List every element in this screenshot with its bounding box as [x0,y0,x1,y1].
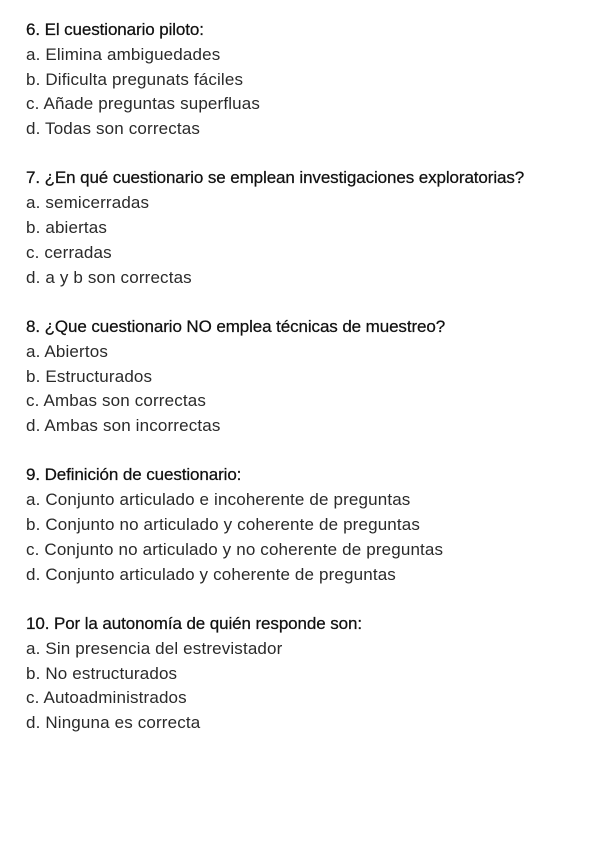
answer-option-d: d. Ninguna es correcta [26,713,201,733]
answer-option-d: d. Todas son correctas [26,119,201,139]
question-title: 9. Definición de cuestionario: [26,465,242,485]
answer-option-c: c. Ambas son correctas [26,391,206,411]
answer-option-c: c. Autoadministrados [26,688,187,708]
answer-option-a: a. semicerradas [26,193,150,213]
answer-option-d: d. Conjunto articulado y coherente de preguntas [26,564,396,584]
answer-option-b: b. Conjunto no articulado y coherente de preguntas [26,515,421,535]
answer-option-c: c. Añade preguntas superfluas [26,94,261,114]
question-10 [26,612,594,736]
answer-option-d: d. Ambas son incorrectas [26,416,221,436]
question-title: 10. Por la autonomía de quién responde son: [26,613,362,633]
answer-option-a: a. Abiertos [26,341,108,361]
answer-option-a: a. Elimina ambiguedades [26,44,221,64]
answer-option-b: b. Dificulta pregunats fáciles [26,69,244,89]
answer-option-b: b. No estructurados [26,663,178,683]
question-title: 8. ¿Que cuestionario NO emplea técnicas de muestreo? [26,316,446,336]
question-7 [26,166,594,290]
answer-option-d: d. a y b son correctas [26,267,192,287]
answer-option-b: b. Estructurados [26,366,153,386]
answer-option-a: a. Conjunto articulado e incoherente de preguntas [26,490,411,510]
question-8 [26,315,594,439]
answer-option-a: a. Sin presencia del estrevistador [26,638,283,658]
question-title: 6. El cuestionario piloto: [26,20,204,39]
question-6 [26,18,594,142]
answer-option-b: b. abiertas [26,218,108,238]
questionnaire-page [26,18,594,760]
question-9 [26,463,594,587]
answer-option-c: c. Conjunto no articulado y no coherente de preguntas [26,539,444,559]
question-title: 7. ¿En qué cuestionario se emplean investigaciones exploratorias? [26,168,525,188]
answer-option-c: c. cerradas [26,242,112,262]
